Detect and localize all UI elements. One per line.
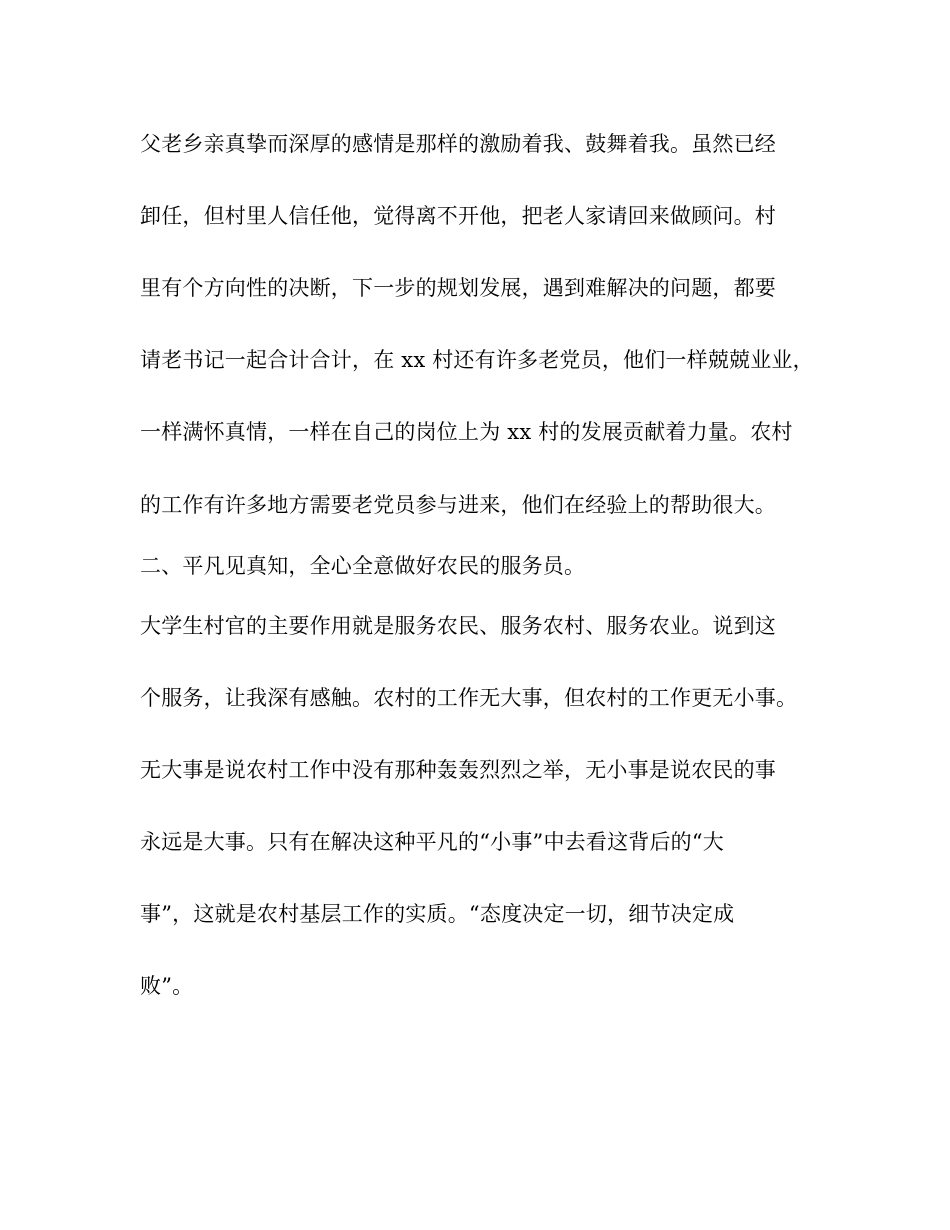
- paragraph-line: 个服务，让我深有感触。农村的工作无大事，但农村的工作更无小事。: [140, 686, 798, 710]
- paragraph-line: 大学生村官的主要作用就是服务农民、服务农村、服务农业。说到这: [140, 614, 776, 638]
- paragraph-line: 败”。: [140, 974, 194, 998]
- paragraph-line: 父老乡亲真挚而深厚的感情是那样的激励着我、鼓舞着我。虽然已经: [140, 132, 776, 156]
- paragraph-line: 一样满怀真情，一样在自己的岗位上为 xx 村的发展贡献着力量。农村: [140, 420, 793, 444]
- paragraph-line: 事”，这就是农村基层工作的实质。“态度决定一切，细节决定成: [140, 902, 735, 926]
- paragraph-line: 的工作有许多地方需要老党员参与进来，他们在经验上的帮助很大。: [140, 493, 776, 517]
- paragraph-line: 无大事是说农村工作中没有那种轰轰烈烈之举，无小事是说农民的事: [140, 758, 776, 782]
- paragraph-line: 请老书记一起合计合计，在 xx 村还有许多老党员，他们一样兢兢业业，: [140, 348, 814, 372]
- paragraph-line: 卸任，但村里人信任他，觉得离不开他，把老人家请回来做顾问。村: [140, 204, 776, 228]
- paragraph-line: 里有个方向性的决断，下一步的规划发展，遇到难解决的问题，都要: [140, 276, 776, 300]
- section-heading: 二、平凡见真知，全心全意做好农民的服务员。: [140, 554, 586, 578]
- paragraph-line: 永远是大事。只有在解决这种平凡的“小事”中去看这背后的“大: [140, 830, 725, 854]
